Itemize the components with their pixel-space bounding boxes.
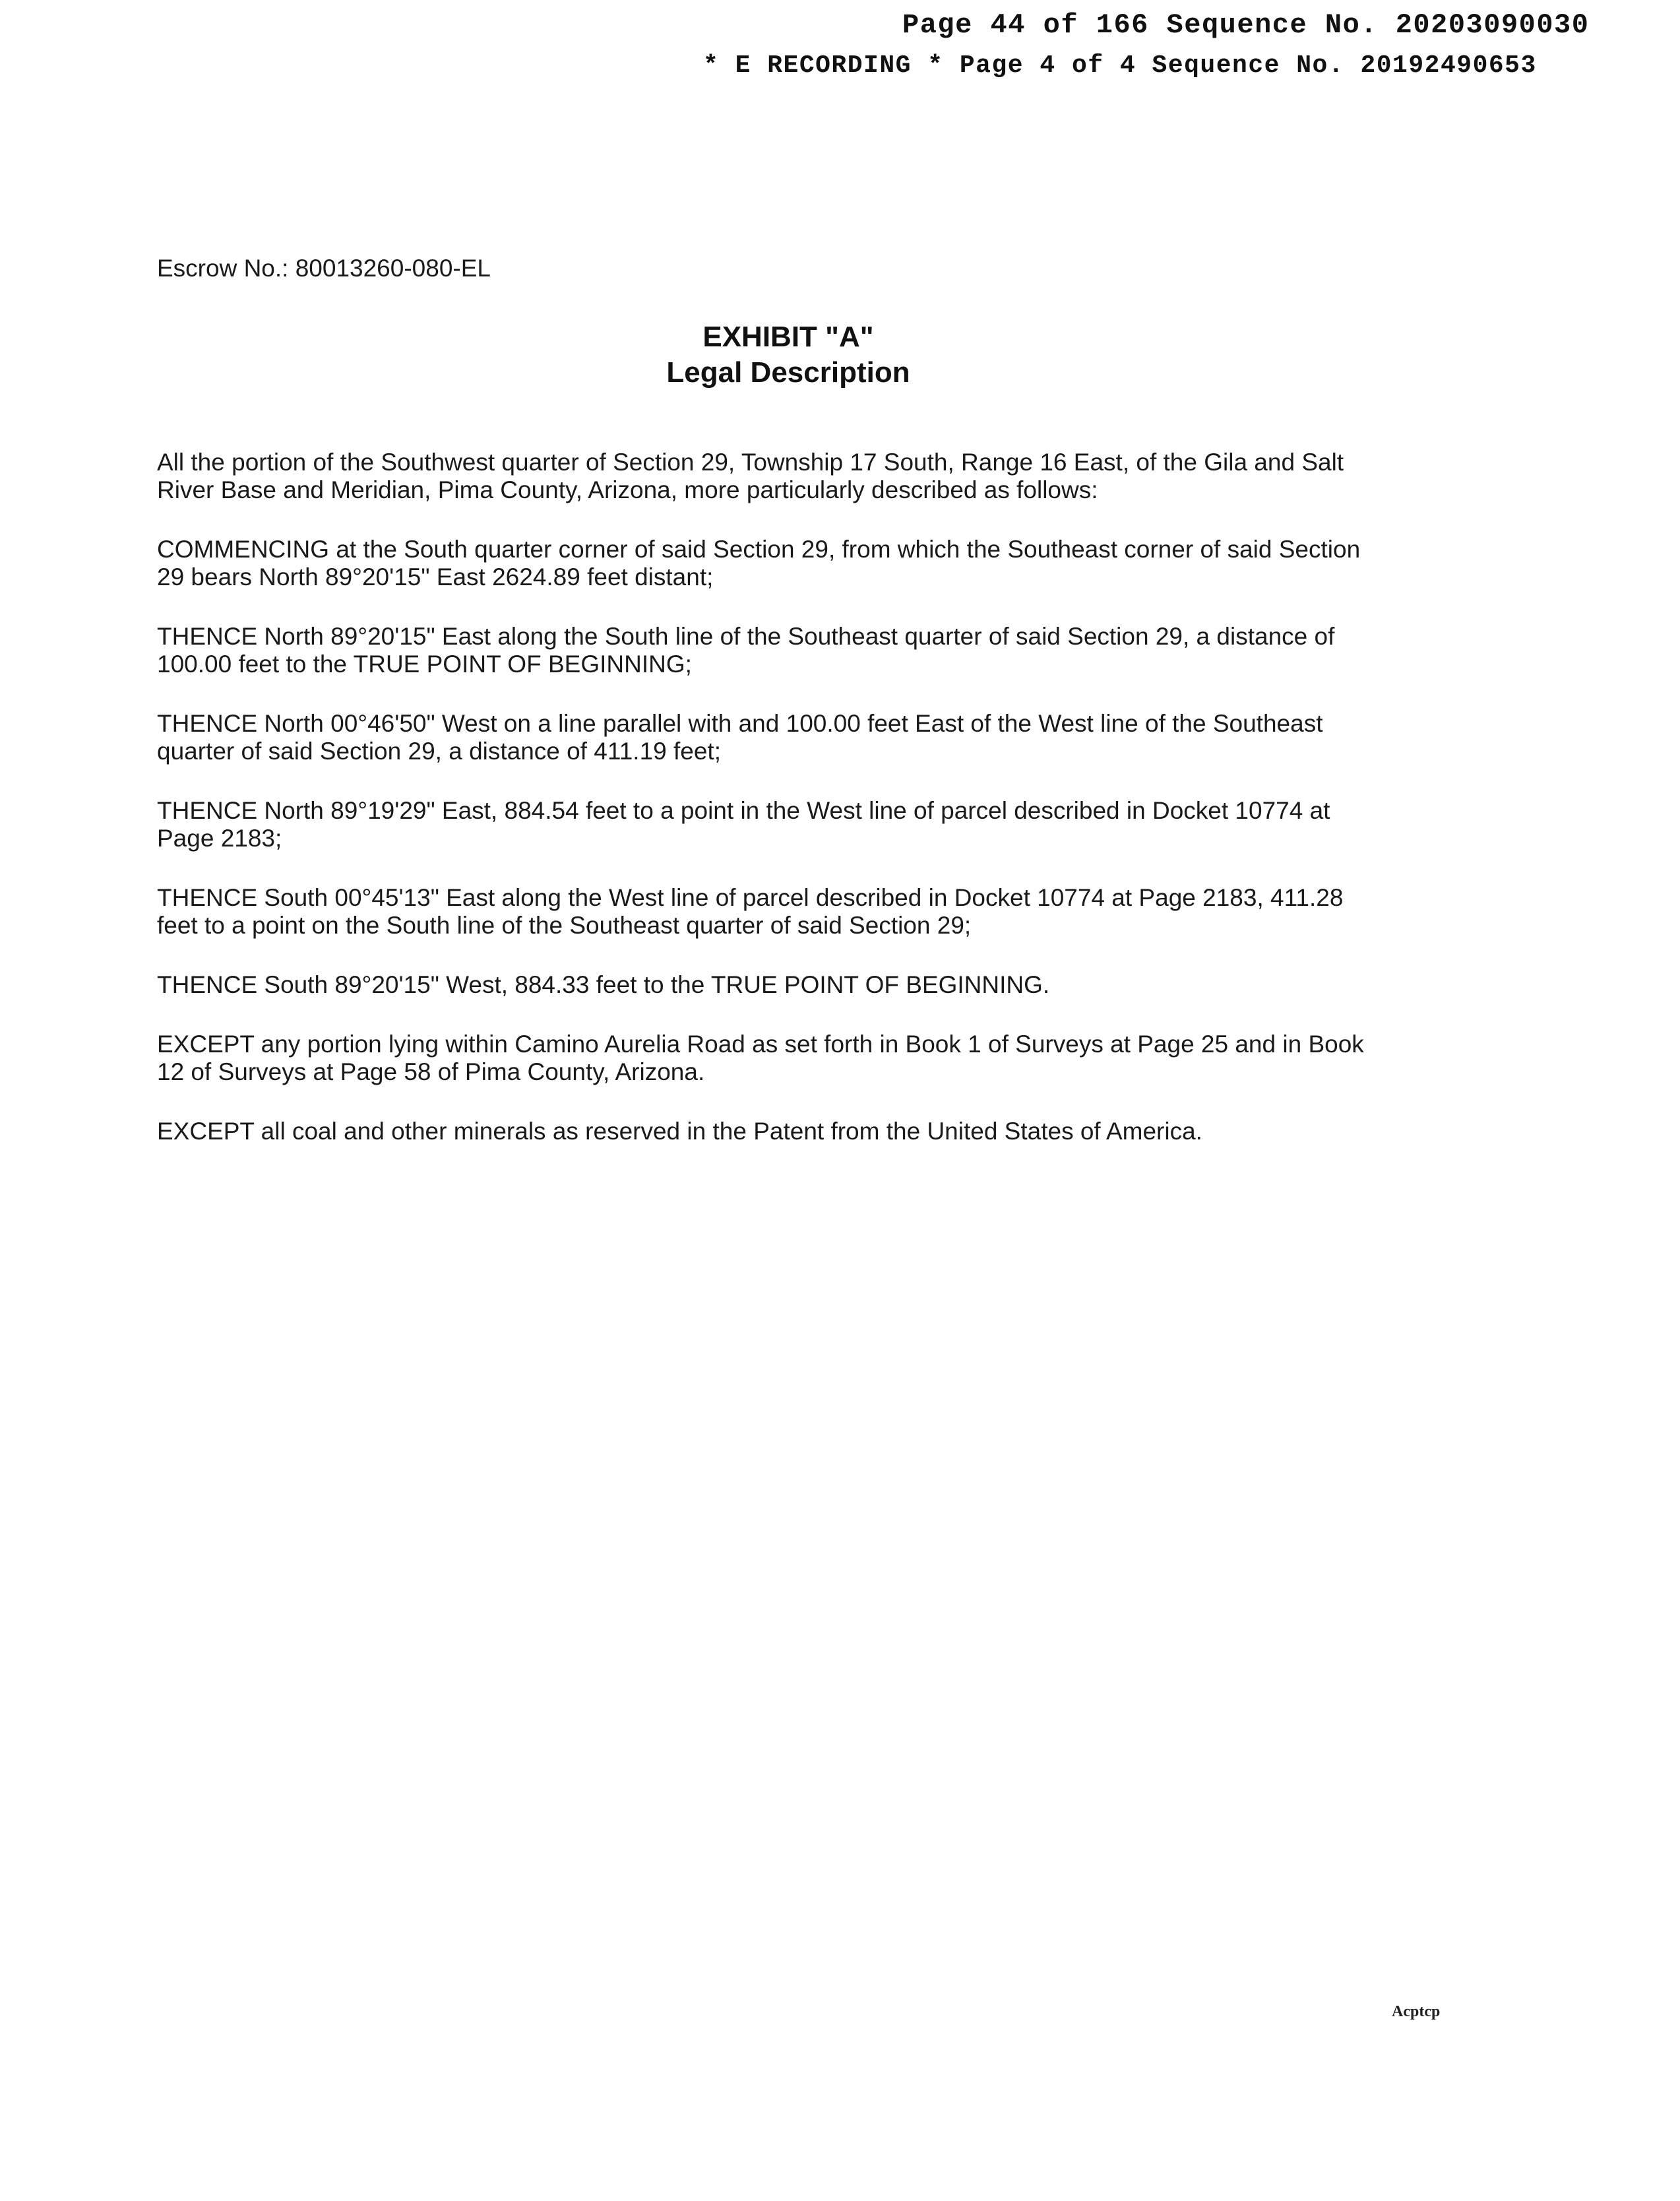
paragraph-line: COMMENCING at the South quarter corner of said Section 29, from which the Southeast corner of said Section	[157, 536, 1361, 563]
paragraph-line: All the portion of the Southwest quarter of Section 29, Township 17 South, Range 16 East, of the Gila and Salt	[157, 449, 1344, 476]
legal-paragraph	[157, 971, 1450, 999]
paragraph-line: EXCEPT all coal and other minerals as reserved in the Patent from the United States of America.	[157, 1118, 1202, 1145]
paragraph-line: THENCE North 00°46'50" West on a line parallel with and 100.00 feet East of the West line of the Southeast	[157, 710, 1323, 737]
paragraph-line: THENCE South 00°45'13" East along the West line of parcel described in Docket 10774 at Page 2183, 411.28	[157, 884, 1344, 911]
paragraph-line: 100.00 feet to the TRUE POINT OF BEGINNING;	[157, 651, 692, 678]
footer-initials: Acptcp	[1392, 2003, 1441, 2020]
paragraph-line: 29 bears North 89°20'15" East 2624.89 feet distant;	[157, 563, 714, 590]
legal-description-body	[157, 449, 1450, 1177]
exhibit-title: EXHIBIT "A"	[702, 321, 874, 353]
legal-paragraph	[157, 797, 1450, 852]
exhibit-subtitle: Legal Description	[666, 356, 910, 389]
legal-paragraph	[157, 884, 1450, 940]
paragraph-line: THENCE North 89°19'29" East, 884.54 feet to a point in the West line of parcel described in Docket 10774 at	[157, 797, 1330, 824]
paragraph-line: River Base and Meridian, Pima County, Arizona, more particularly described as follows:	[157, 476, 1098, 503]
paragraph-line: THENCE South 89°20'15" West, 884.33 feet to the TRUE POINT OF BEGINNING.	[157, 971, 1050, 998]
paragraph-line: quarter of said Section 29, a distance of 411.19 feet;	[157, 738, 721, 765]
recording-header-line-1: Page 44 of 166 Sequence No. 20203090030	[902, 9, 1590, 41]
paragraph-line: 12 of Surveys at Page 58 of Pima County, Arizona.	[157, 1058, 705, 1085]
paragraph-line: Page 2183;	[157, 825, 282, 852]
legal-paragraph	[157, 710, 1450, 765]
paragraph-line: feet to a point on the South line of the Southeast quarter of said Section 29;	[157, 912, 972, 939]
legal-paragraph	[157, 623, 1450, 678]
escrow-number: Escrow No.: 80013260-080-EL	[157, 255, 491, 282]
legal-paragraph	[157, 449, 1450, 504]
legal-paragraph	[157, 1118, 1450, 1145]
recording-header-line-2: * E RECORDING * Page 4 of 4 Sequence No. 20192490653	[703, 51, 1537, 80]
legal-paragraph	[157, 1031, 1450, 1086]
paragraph-line: THENCE North 89°20'15" East along the South line of the Southeast quarter of said Section 29, a distance of	[157, 623, 1335, 650]
legal-paragraph	[157, 536, 1450, 591]
paragraph-line: EXCEPT any portion lying within Camino Aurelia Road as set forth in Book 1 of Surveys at Page 25 and in Book	[157, 1031, 1364, 1058]
